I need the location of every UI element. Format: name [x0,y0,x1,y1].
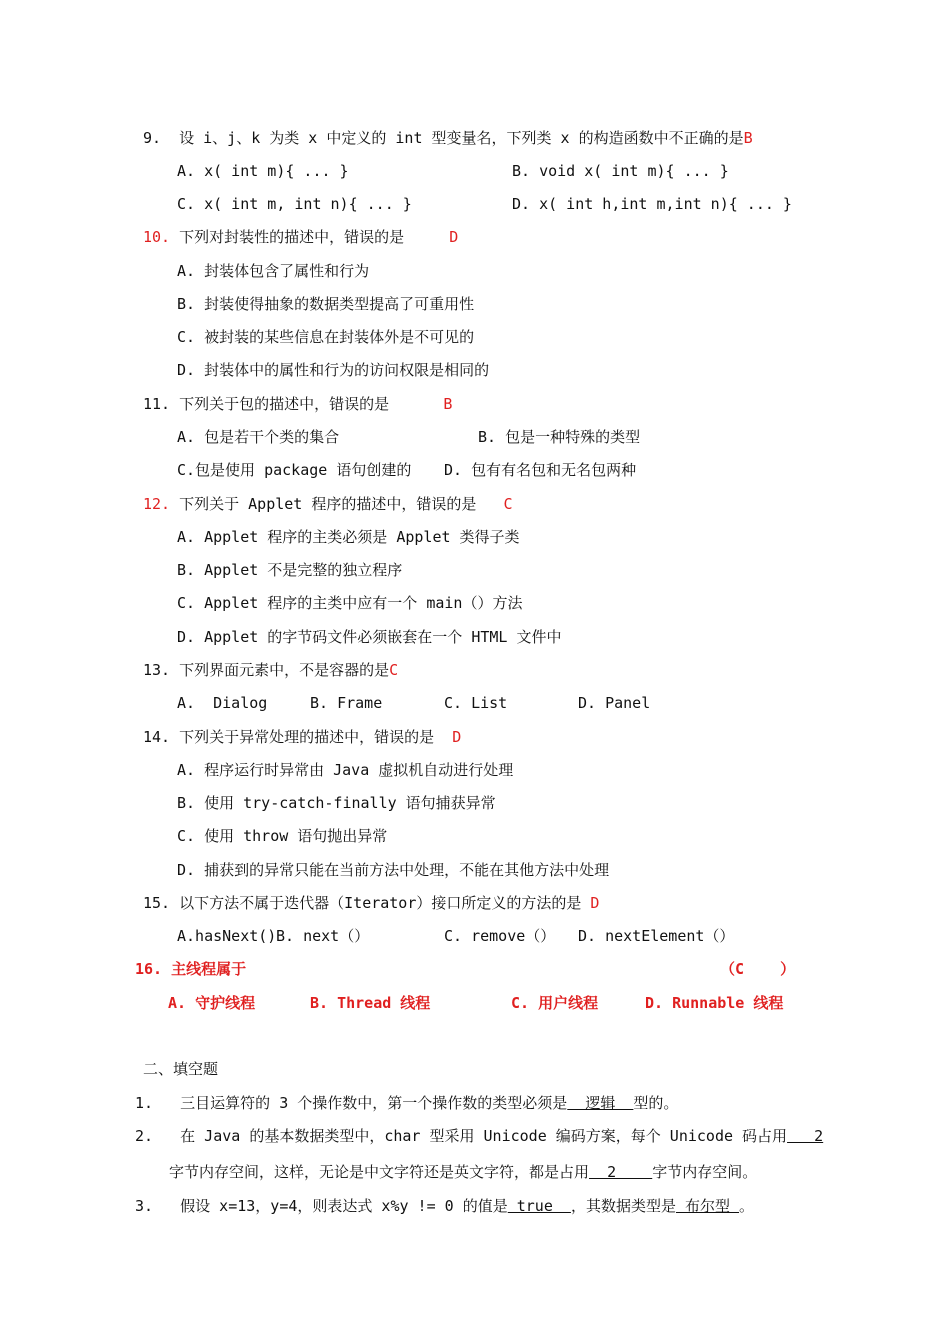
answer-mark: B [743,129,753,147]
option: A. 程序运行时异常由 Java 虚拟机自动进行处理 [177,761,514,779]
question-number: 11. [143,395,171,413]
option: A. 封装体包含了属性和行为 [177,262,370,280]
fill-blank: 2 [589,1163,653,1181]
item-text: 型的。 [633,1094,679,1112]
item-text: 。 [739,1197,755,1215]
question-number: 13. [143,661,171,679]
fill-item-3 [135,1196,754,1216]
item-number: 3. [135,1197,154,1215]
question-stem: 下列对封装性的描述中，错误的是 [179,228,405,246]
answer-mark: B [443,395,453,413]
option: A. Dialog [177,694,268,712]
option: B. 使用 try-catch-finally 语句捕获异常 [177,794,496,812]
fill-item-2 [135,1126,823,1146]
fill-item-2-continued [169,1162,757,1182]
question-stem: 下列关于包的描述中，错误的是 [179,395,390,413]
option: A. 包是若干个类的集合 [177,428,340,446]
item-number: 2. [135,1127,154,1145]
option: C. 用户线程 [511,994,599,1012]
question-number: 9. [143,129,162,147]
answer-mark: （C ） [720,960,796,978]
option: C. remove（） [444,927,556,945]
option: C.包是使用 package 语句创建的 [177,461,412,479]
option: D. Panel [578,694,651,712]
answer-mark: C [389,661,399,679]
option: C. x( int m, int n){ ... } [177,195,412,213]
option: B. Frame [310,694,383,712]
answer-mark: C [503,495,513,513]
fill-blank: 2 [787,1127,824,1145]
fill-blank: 布尔型 [675,1197,740,1215]
fill-blank: 逻辑 [567,1094,634,1112]
option: C. 使用 throw 语句抛出异常 [177,827,388,845]
option: A. Applet 程序的主类必须是 Applet 类得子类 [177,528,520,546]
question-number: 14. [143,728,171,746]
question-stem: 下列关于 Applet 程序的描述中，错误的是 [179,495,477,513]
item-text: 三目运算符的 3 个操作数中，第一个操作数的类型必须是 [180,1094,568,1112]
option: D. nextElement（） [578,927,735,945]
option: C. List [444,694,508,712]
option: D. 包有有名包和无名包两种 [444,461,637,479]
option: D. Applet 的字节码文件必须嵌套在一个 HTML 文件中 [177,628,562,646]
item-text: 假设 x=13，y=4，则表达式 x%y != 0 的值是 [180,1197,508,1215]
option: B. Thread 线程 [310,994,431,1012]
option: D. 捕获到的异常只能在当前方法中处理，不能在其他方法中处理 [177,861,610,879]
item-number: 1. [135,1094,154,1112]
answer-mark: D [449,228,459,246]
question-16 [135,959,246,979]
question-stem: 下列关于异常处理的描述中，错误的是 [179,728,435,746]
item-text: ，其数据类型是 [570,1197,676,1215]
answer-mark: D [590,894,600,912]
question-11 [143,394,452,414]
section-heading: 二、填空题 [143,1060,219,1078]
item-text: 在 Java 的基本数据类型中，char 型采用 Unicode 编码方案，每个 Unicode 码占用 [180,1127,788,1145]
option: A.hasNext() [177,927,277,945]
question-stem: 以下方法不属于迭代器（Iterator）接口所定义的方法的是 [179,894,582,912]
item-text: 字节内存空间。 [652,1163,758,1181]
answer-mark: D [452,728,462,746]
option: B. 封装使得抽象的数据类型提高了可重用性 [177,295,475,313]
option: C. 被封装的某些信息在封装体外是不可见的 [177,328,475,346]
question-number: 16. [135,960,163,978]
fill-item-1 [135,1093,678,1113]
question-number: 10. [143,228,171,246]
option: B. 包是一种特殊的类型 [478,428,641,446]
question-stem: 主线程属于 [171,960,247,978]
question-10 [143,227,458,247]
question-12 [143,494,513,514]
option: D. Runnable 线程 [645,994,784,1012]
option: D. x( int h,int m,int n){ ... } [512,195,792,213]
option: B. void x( int m){ ... } [512,162,729,180]
question-13 [143,660,398,680]
option: A. 守护线程 [168,994,256,1012]
question-number: 12. [143,495,171,513]
question-9 [143,128,753,148]
option: C. Applet 程序的主类中应有一个 main（）方法 [177,594,523,612]
question-stem: 下列界面元素中，不是容器的是 [179,661,390,679]
question-14 [143,727,461,747]
question-number: 15. [143,894,171,912]
option: B. Applet 不是完整的独立程序 [177,561,403,579]
fill-blank: true [507,1197,571,1215]
option: D. 封装体中的属性和行为的访问权限是相同的 [177,361,490,379]
question-15 [143,893,599,913]
option: B. next（） [276,927,370,945]
question-stem: 设 i、j、k 为类 x 中定义的 int 型变量名，下列类 x 的构造函数中不正确的是 [179,129,744,147]
item-text: 字节内存空间，这样，无论是中文字符还是英文字符，都是占用 [169,1163,590,1181]
option: A. x( int m){ ... } [177,162,349,180]
